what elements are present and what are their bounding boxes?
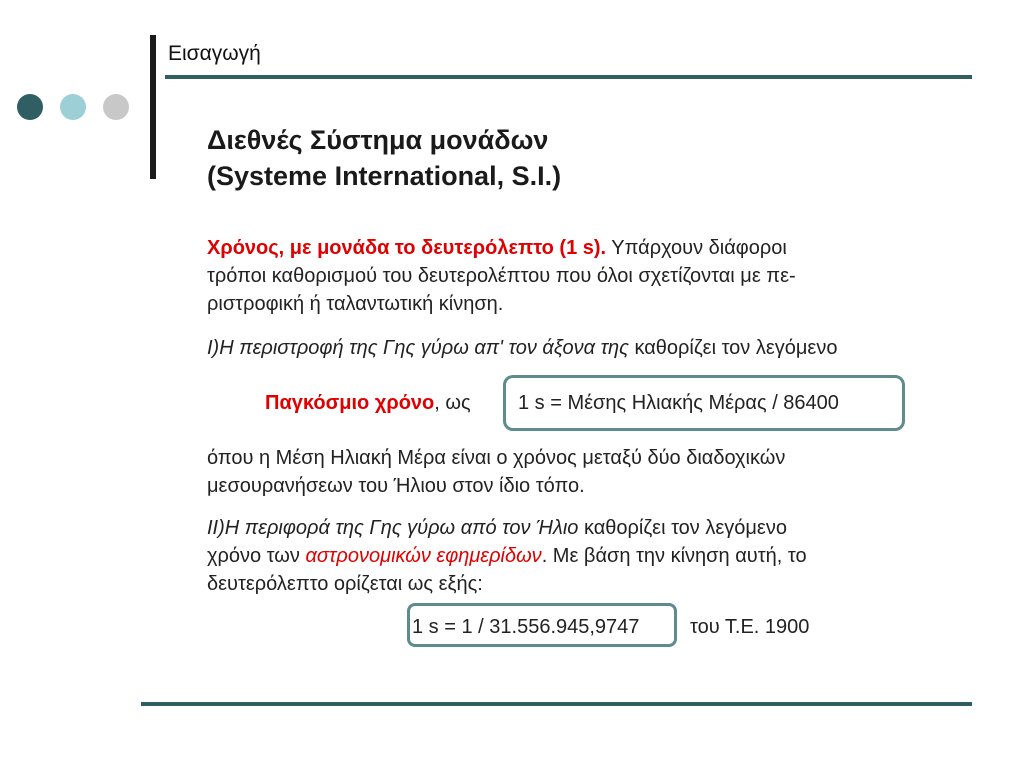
paragraph-mean-solar-day	[207, 444, 785, 500]
dot-dark	[17, 94, 43, 120]
para1-line-2: τρόποι καθορισμού του δευτερολέπτου που όλοι σχετίζονται με πε-	[207, 265, 796, 287]
para4-line1-rest: καθορίζει τον λεγόμενο	[578, 517, 787, 539]
footer-rule	[141, 702, 972, 706]
header-rule	[165, 75, 972, 79]
universal-time-term: Παγκόσμιο χρόνο	[265, 392, 435, 414]
universal-time-suffix: , ως	[434, 392, 471, 414]
dot-light	[60, 94, 86, 120]
formula-ephemeris-epoch: του Τ.Ε. 1900	[690, 616, 810, 638]
vertical-accent-bar	[150, 35, 156, 179]
slide-title	[207, 122, 561, 194]
para3-line-1: όπου η Μέση Ηλιακή Μέρα είναι ο χρόνος μεταξύ δύο διαδοχικών	[207, 447, 786, 469]
para2-rest: καθορίζει τον λεγόμενο	[628, 337, 838, 359]
para2-italic: I)Η περιστροφή της Γης γύρω απ' τον άξονα της	[207, 337, 629, 359]
universal-time-label	[265, 389, 471, 417]
para1-line-3: ριστροφική ή ταλαντωτική κίνηση.	[207, 293, 504, 315]
para1-lead-close: ).	[593, 237, 607, 259]
section-label: Εισαγωγή	[168, 42, 261, 65]
para3-line-2: μεσουρανήσεων του Ήλιου στον ίδιο τόπο.	[207, 475, 585, 497]
para4-line-3: δευτερόλεπτο ορίζεται ως εξής:	[207, 573, 483, 595]
para4-line2-rest: . Με βάση την κίνηση αυτή, το	[541, 545, 807, 567]
paragraph-revolution	[207, 514, 807, 598]
dot-grey	[103, 94, 129, 120]
title-line-1: Διεθνές Σύστημα μονάδων	[207, 125, 549, 155]
formula-ephemeris: 1 s = 1 / 31.556.945,9747	[412, 616, 640, 638]
paragraph-rotation	[207, 334, 837, 362]
para1-line-1	[207, 234, 796, 262]
ephemeris-term: αστρονομικών εφημερίδων	[305, 545, 542, 567]
para4-line2-prefix: χρόνο των	[207, 545, 306, 567]
para4-italic: II)Η περιφορά της Γης γύρω από τον Ήλιο	[207, 517, 579, 539]
paragraph-time-unit	[207, 234, 796, 318]
title-line-2: (Systeme International, S.I.)	[207, 161, 562, 191]
para1-rest: Υπάρχουν διάφοροι	[606, 237, 787, 259]
formula-universal-time: 1 s = Μέσης Ηλιακής Μέρας / 86400	[518, 392, 839, 414]
para4-line-2	[207, 542, 807, 570]
para4-line-1	[207, 514, 807, 542]
para1-lead: Χρόνος, με μονάδα το δευτερόλεπτο (1 s	[207, 237, 594, 259]
